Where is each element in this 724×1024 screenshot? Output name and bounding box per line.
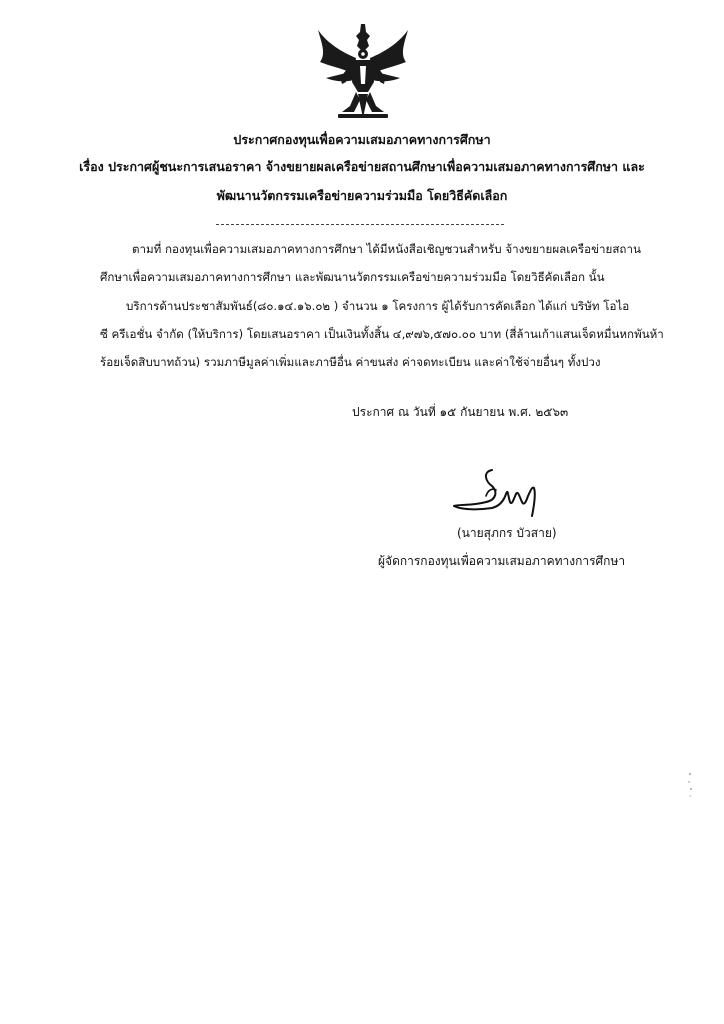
header-divider [216, 224, 504, 225]
announcement-title: ประกาศกองทุนเพื่อความเสมอภาคทางการศึกษา [233, 132, 491, 147]
announcement-date: ประกาศ ณ วันที่ ๑๕ กันยายน พ.ศ. ๒๕๖๓ [352, 405, 569, 419]
subject-line-2: พัฒนานวัตกรรมเครือข่ายความร่วมมือ โดยวิธีคัดเลือก [216, 188, 508, 203]
body-line-1: ตามที่ กองทุนเพื่อความเสมอภาคทางการศึกษา ได้มีหนังสือเชิญชวนสำหรับ จ้างขยายผลเครือข่ายสถาน [132, 242, 641, 256]
body-line-3: บริการด้านประชาสัมพันธ์(๘๐.๑๔.๑๖.๐๒ ) จำนวน ๑ โครงการ ผู้ได้รับการคัดเลือก ได้แก่ บริษัท โอไอ [126, 299, 630, 313]
signer-name: (นายสุภกร บัวสาย) [457, 526, 557, 540]
scan-speck-marks [686, 771, 694, 799]
signer-title: ผู้จัดการกองทุนเพื่อความเสมอภาคทางการศึกษา [378, 554, 626, 568]
body-line-5: ร้อยเจ็ดสิบบาทถ้วน) รวมภาษีมูลค่าเพิ่มและภาษีอื่น ค่าขนส่ง ค่าจดทะเบียน และค่าใช้จ่ายอื่นๆ ทั้งปวง [100, 355, 601, 369]
body-line-4: ซี ครีเอชั่น จำกัด (ให้บริการ) โดยเสนอราคา เป็นเงินทั้งสิ้น ๔,๙๗๖,๕๗๐.๐๐ บาท (สี่ล้านเก้าแสนเจ็ดหมื่นหกพันห้า [100, 327, 664, 341]
handwritten-signature-icon [452, 466, 548, 522]
subject-line-1: เรื่อง ประกาศผู้ชนะการเสนอราคา จ้างขยายผลเครือข่ายสถานศึกษาเพื่อความเสมอภาคทางการศึกษา และ [79, 159, 645, 174]
garuda-emblem-icon [312, 22, 414, 122]
body-line-2: ศึกษาเพื่อความเสมอภาคทางการศึกษา และพัฒนานวัตกรรมเครือข่ายความร่วมมือ โดยวิธีคัดเลือก นั้น [100, 270, 605, 284]
